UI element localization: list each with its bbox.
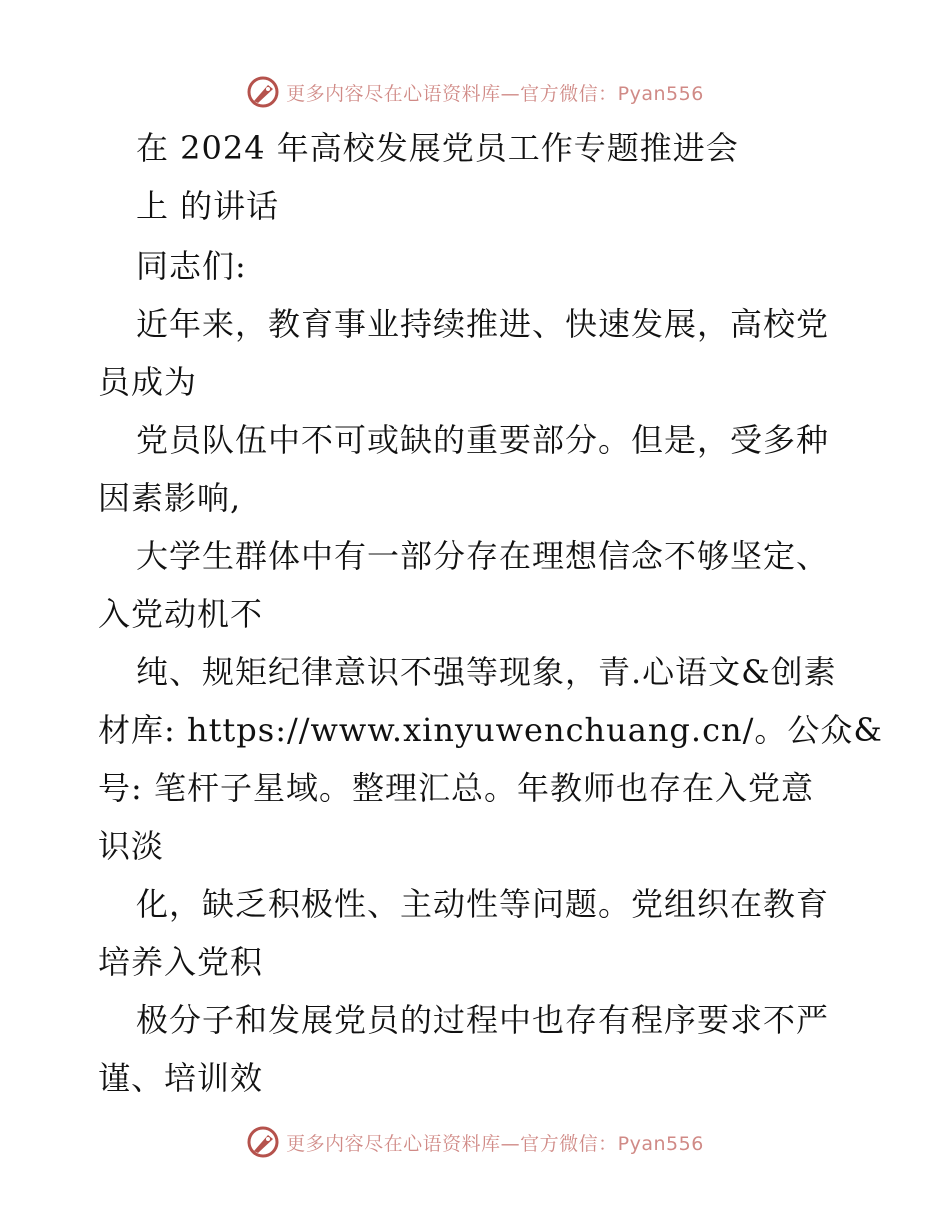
paragraph-line: 极分子和发展党员的过程中也存有程序要求不严 [136,1001,830,1039]
paragraph-line: 大学生群体中有一部分存在理想信念不够坚定、 [136,537,830,575]
paragraph-line: 谨、培训效 [98,1059,264,1097]
paragraph-line: 材库: https://www.xinyuwenchuang.cn/。公众& [98,711,883,749]
paragraph-line: 识淡 [98,827,165,865]
salutation: 同志们: [136,247,247,285]
paragraph-line: 员成为 [98,363,198,401]
watermark-text: 更多内容尽在心语资料库—官方微信：Pyan556 [286,1132,704,1155]
watermark-header [0,72,950,112]
pen-nib-logo-icon [246,1125,280,1159]
paragraph-line: 号: 笔杆子星域。整理汇总。年教师也存在入党意 [98,769,814,807]
pen-nib-logo-icon [246,75,280,109]
title-line-1: 在 2024 年高校发展党员工作专题推进会 [136,129,739,167]
watermark-text: 更多内容尽在心语资料库—官方微信：Pyan556 [286,82,704,105]
paragraph-line: 党员队伍中不可或缺的重要部分。但是，受多种 [136,421,830,459]
paragraph-line: 培养入党积 [98,943,264,981]
title-line-2: 上 的讲话 [136,187,280,225]
paragraph-line: 纯、规矩纪律意识不强等现象，青.心语文&创素 [136,653,837,691]
paragraph-line: 因素影响, [98,479,242,517]
paragraph-line: 近年来，教育事业持续推进、快速发展，高校党 [136,305,830,343]
paragraph-line: 化，缺乏积极性、主动性等问题。党组织在教育 [136,885,830,923]
paragraph-line: 入党动机不 [98,595,264,633]
watermark-footer [0,1122,950,1162]
